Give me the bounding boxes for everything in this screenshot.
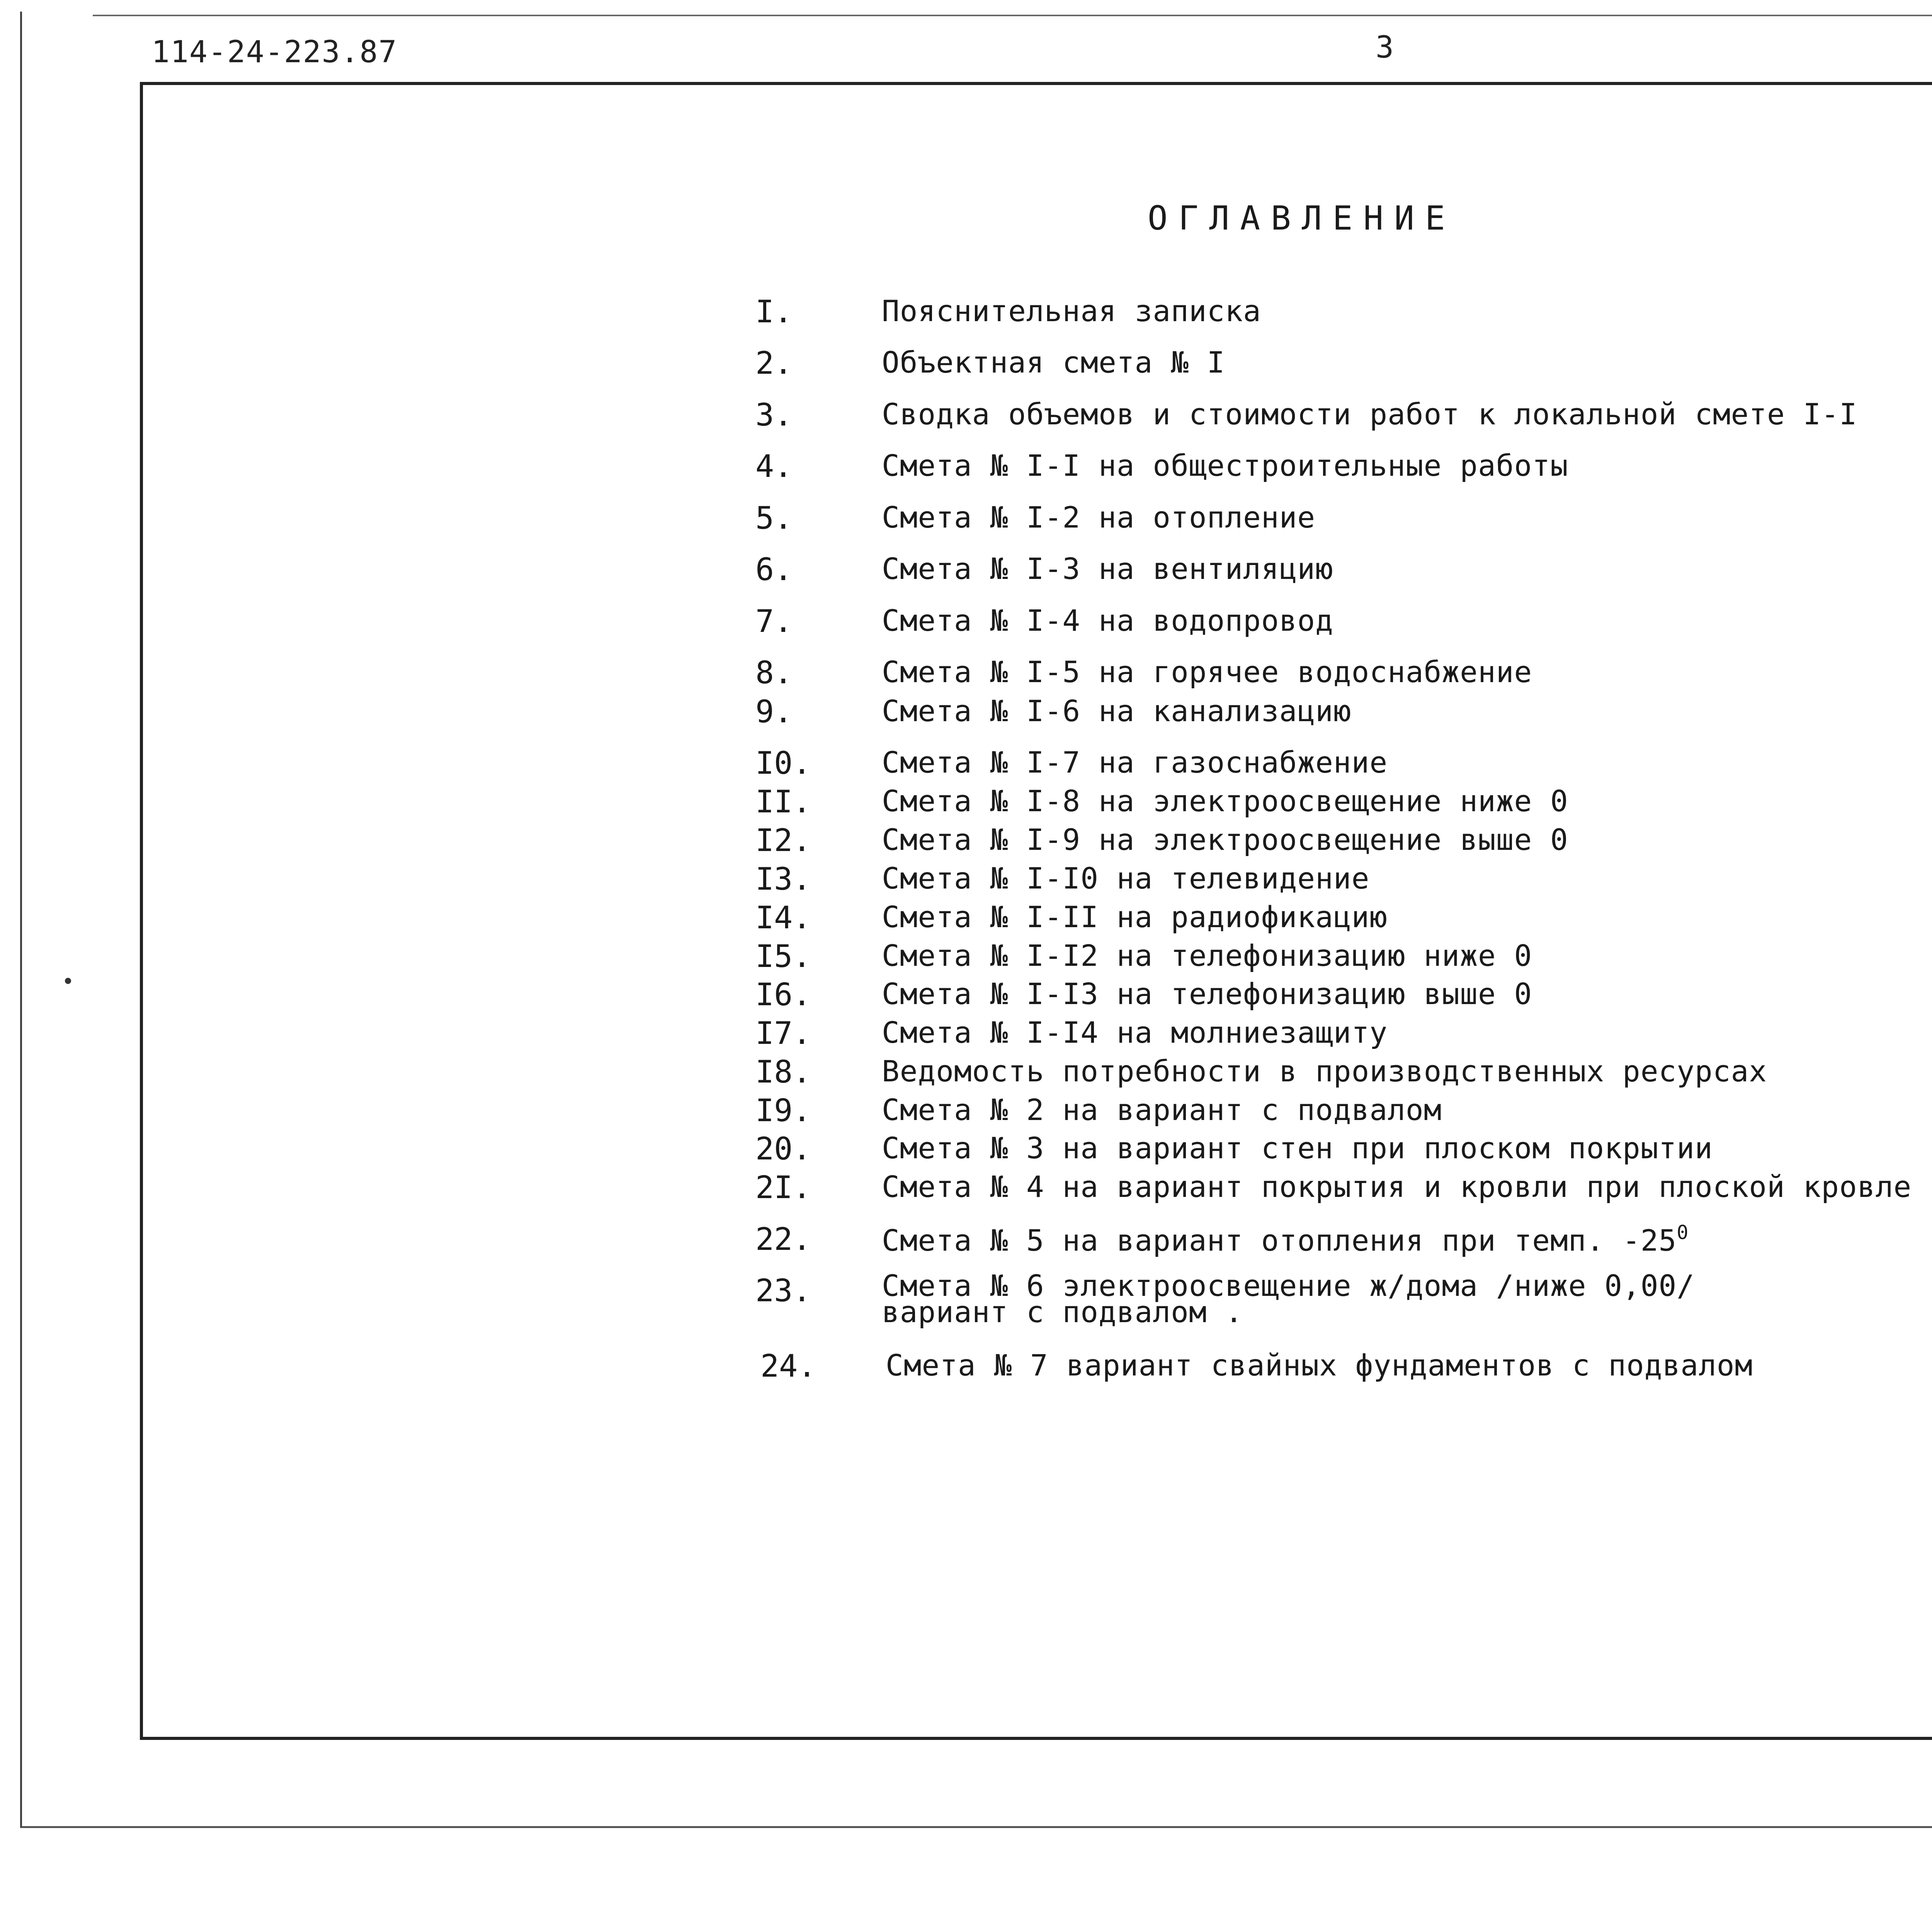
toc-item-title: Смета № I-II на радиофикацию: [882, 900, 1388, 934]
toc-row: [0, 1348, 1932, 1384]
toc-item-page: [1928, 1123, 1932, 1158]
toc-item-number: 8.: [755, 655, 793, 691]
toc-item-page: [1928, 892, 1932, 927]
toc-row: [0, 694, 1932, 730]
toc-item-page: [1928, 1085, 1932, 1120]
toc-item-page: [1928, 1162, 1932, 1197]
toc-title: ОГЛАВЛЕНИЕ: [1148, 199, 1456, 238]
toc-item-number: 23.: [755, 1273, 811, 1309]
toc-item-number: 5.: [755, 500, 793, 536]
toc-item-number: 24.: [760, 1348, 816, 1384]
toc-item-number: II.: [755, 784, 811, 820]
toc-item-title-line1: Смета № 6 электроосвещение ж/дома /ниже 0,00/: [882, 1268, 1695, 1303]
toc-item-number: I6.: [755, 977, 811, 1013]
toc-item-title: [882, 1221, 1689, 1258]
toc-item-page: [1928, 1214, 1932, 1248]
toc-item-title: Смета № I-5 на горячее водоснабжение: [882, 655, 1532, 689]
toc-row: [0, 977, 1932, 1013]
toc-item-page: [1928, 596, 1932, 630]
toc-item-number: I.: [755, 294, 793, 330]
toc-row: [0, 345, 1932, 381]
toc-row: [0, 900, 1932, 936]
toc-item-title: Ведомость потребности в производственных ресурсах: [882, 1054, 1767, 1088]
toc-row: [0, 294, 1932, 330]
toc-row: [0, 1131, 1932, 1167]
toc-row: [0, 448, 1932, 484]
doc-code: 114-24-223.87: [151, 35, 398, 70]
toc-item-title: Пояснительная записка: [882, 294, 1261, 328]
toc-item-title-text: Смета № 5 на вариант отопления при темп. -25: [882, 1223, 1677, 1258]
toc-item-number: I4.: [755, 900, 811, 936]
toc-item-page: [1928, 815, 1932, 849]
toc-item-page: [1928, 544, 1932, 579]
toc-item-page: [1928, 931, 1932, 965]
toc-item-title: Смета № I-I0 на телевидение: [882, 861, 1370, 895]
toc-row: [0, 1093, 1932, 1129]
toc-row: [0, 500, 1932, 536]
toc-item-number: I0.: [755, 745, 811, 781]
toc-item-page: [1928, 686, 1932, 721]
toc-item-title-line2: вариант с подвалом .: [882, 1295, 1243, 1329]
toc-item-title: Смета № I-2 на отопление: [882, 500, 1316, 534]
toc-item-page: [1928, 337, 1932, 372]
toc-item-title: Смета № 7 вариант свайных фундаментов с подвалом: [886, 1348, 1753, 1382]
toc-item-number: I9.: [755, 1093, 811, 1129]
toc-item-page: [1928, 389, 1932, 424]
toc-row: [0, 552, 1932, 587]
toc-row: [0, 603, 1932, 639]
toc-item-number: 6.: [755, 552, 793, 587]
toc-item-page: [1928, 1348, 1932, 1383]
toc-item-number: I8.: [755, 1054, 811, 1090]
toc-item-title: [882, 1268, 1695, 1329]
toc-item-title: Сводка объемов и стоимости работ к локальной смете I-I: [882, 397, 1857, 431]
toc-item-page: [1928, 492, 1932, 527]
toc-item-number: 2I.: [755, 1169, 811, 1205]
toc-item-page: [1928, 737, 1932, 772]
toc-item-title: Смета № I-I2 на телефонизацию ниже 0: [882, 938, 1532, 973]
toc-row: [0, 1268, 1932, 1329]
toc-item-title: Смета № I-4 на водопровод: [882, 603, 1333, 638]
toc-item-title: Смета № 3 на вариант стен при плоском покрытии: [882, 1131, 1713, 1165]
toc-item-number: 4.: [755, 448, 793, 484]
toc-item-number: I5.: [755, 938, 811, 974]
toc-item-title: Смета № I-8 на электроосвещение ниже 0: [882, 784, 1568, 818]
toc-item-page: [1928, 1008, 1932, 1042]
toc-item-number: 3.: [755, 397, 793, 433]
toc-item-number: 9.: [755, 694, 793, 730]
toc-item-title: Смета № I-I3 на телефонизацию выше 0: [882, 977, 1532, 1011]
toc-row: [0, 1015, 1932, 1051]
toc-item-title: Объектная смета № I: [882, 345, 1225, 380]
toc-item-number: I2.: [755, 822, 811, 858]
toc-item-page: [1928, 969, 1932, 1004]
toc-item-title: Смета № 2 на вариант с подвалом: [882, 1093, 1442, 1127]
toc-item-title: Смета № I-I на общестроительные работы: [882, 448, 1568, 483]
toc-row: [0, 655, 1932, 691]
toc-item-title: Смета № I-3 на вентиляцию: [882, 552, 1333, 586]
toc-row: [0, 938, 1932, 974]
toc-item-title: Смета № I-9 на электроосвещение выше 0: [882, 822, 1568, 857]
toc-item-number: 2.: [755, 345, 793, 381]
toc-row: [0, 822, 1932, 858]
toc-item-page: [1928, 1296, 1932, 1331]
toc-row: [0, 745, 1932, 781]
toc-item-title: Смета № I-7 на газоснабжение: [882, 745, 1388, 780]
toc-item-page: [1928, 647, 1932, 682]
page-number: 3: [1376, 30, 1395, 65]
toc-row: [0, 1169, 1932, 1205]
toc-item-page: [1928, 853, 1932, 888]
toc-item-page: [1928, 776, 1932, 811]
toc-item-page: [1928, 286, 1932, 321]
toc-item-number: I3.: [755, 861, 811, 897]
toc-item-page: [1928, 441, 1932, 475]
degree-superscript: 0: [1677, 1221, 1689, 1244]
toc-item-number: I7.: [755, 1015, 811, 1051]
toc-row: [0, 397, 1932, 433]
toc-item-title: Смета № I-I4 на молниезащиту: [882, 1015, 1388, 1050]
toc-row: [0, 861, 1932, 897]
toc-item-page: [1928, 1046, 1932, 1081]
toc-item-number: 22.: [755, 1221, 811, 1257]
sheet-top-line: [93, 15, 1932, 16]
toc-item-number: 20.: [755, 1131, 811, 1167]
toc-item-title: Смета № I-6 на канализацию: [882, 694, 1352, 728]
toc-item-title: Смета № 4 на вариант покрытия и кровли при плоской кровле: [882, 1169, 1912, 1204]
toc-item-number: 7.: [755, 603, 793, 639]
toc-row: [0, 1054, 1932, 1090]
toc-row: [0, 1221, 1932, 1258]
toc-row: [0, 784, 1932, 820]
